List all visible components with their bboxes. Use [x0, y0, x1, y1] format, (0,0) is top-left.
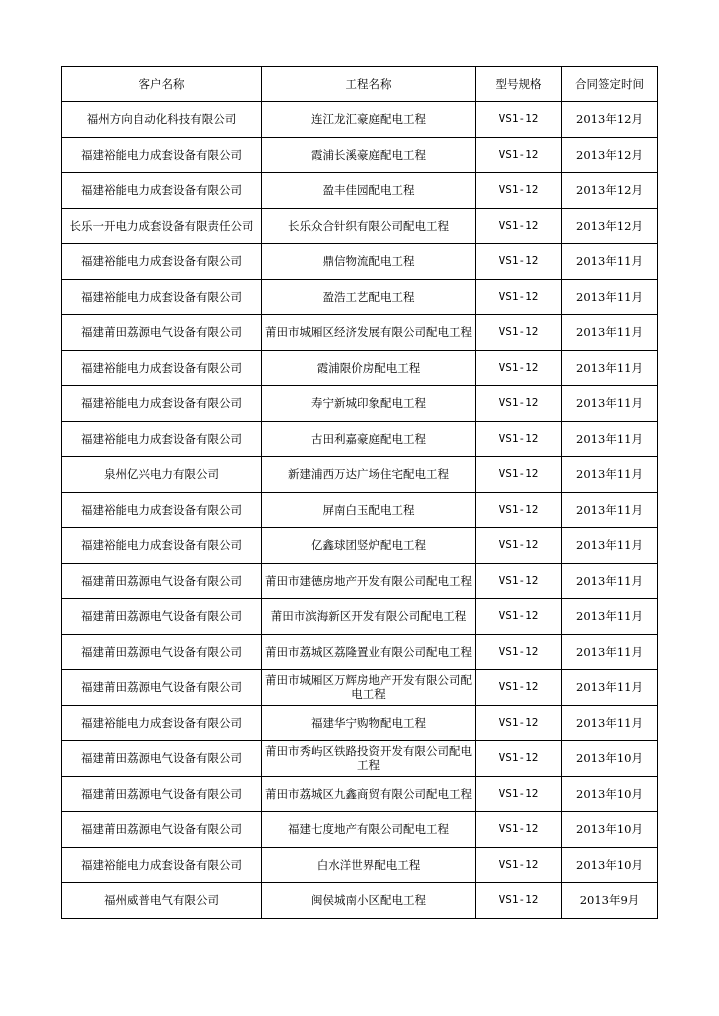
- table-row: [62, 173, 658, 209]
- contract-sheet: [61, 66, 658, 919]
- project-cell: 新建浦西万达广场住宅配电工程: [262, 457, 476, 493]
- customer-cell: 福建裕能电力成套设备有限公司: [62, 137, 262, 173]
- date-cell: 2013年10月: [562, 847, 658, 883]
- table-row: [62, 528, 658, 564]
- date-cell: 2013年12月: [562, 137, 658, 173]
- customer-cell: 福建裕能电力成套设备有限公司: [62, 244, 262, 280]
- project-cell: 莆田市城厢区经济发展有限公司配电工程: [262, 315, 476, 351]
- customer-cell: 福建莆田荔源电气设备有限公司: [62, 741, 262, 777]
- date-cell: 2013年11月: [562, 670, 658, 706]
- header-row: [62, 67, 658, 102]
- project-cell: 福建七度地产有限公司配电工程: [262, 812, 476, 848]
- date-cell: 2013年10月: [562, 812, 658, 848]
- project-cell: 古田利嘉豪庭配电工程: [262, 421, 476, 457]
- date-cell: 2013年11月: [562, 350, 658, 386]
- date-cell: 2013年10月: [562, 741, 658, 777]
- model-cell: VS1-12: [476, 599, 562, 635]
- date-cell: 2013年11月: [562, 315, 658, 351]
- date-cell: 2013年11月: [562, 279, 658, 315]
- table-row: [62, 705, 658, 741]
- header-customer: 客户名称: [62, 67, 262, 102]
- project-cell: 莆田市滨海新区开发有限公司配电工程: [262, 599, 476, 635]
- project-cell: 福建华宁购物配电工程: [262, 705, 476, 741]
- date-cell: 2013年12月: [562, 102, 658, 138]
- date-cell: 2013年11月: [562, 599, 658, 635]
- date-cell: 2013年12月: [562, 173, 658, 209]
- date-cell: 2013年9月: [562, 883, 658, 919]
- date-cell: 2013年11月: [562, 705, 658, 741]
- customer-cell: 福建莆田荔源电气设备有限公司: [62, 776, 262, 812]
- table-row: [62, 634, 658, 670]
- project-cell: 霞浦长溪豪庭配电工程: [262, 137, 476, 173]
- table-row: [62, 421, 658, 457]
- model-cell: VS1-12: [476, 244, 562, 280]
- table-row: [62, 279, 658, 315]
- model-cell: VS1-12: [476, 457, 562, 493]
- date-cell: 2013年11月: [562, 457, 658, 493]
- date-cell: 2013年11月: [562, 492, 658, 528]
- project-cell: 盈丰佳园配电工程: [262, 173, 476, 209]
- header-model: 型号规格: [476, 67, 562, 102]
- customer-cell: 福建裕能电力成套设备有限公司: [62, 279, 262, 315]
- customer-cell: 福建裕能电力成套设备有限公司: [62, 421, 262, 457]
- table-row: [62, 102, 658, 138]
- table-row: [62, 244, 658, 280]
- project-cell: 盈浩工艺配电工程: [262, 279, 476, 315]
- customer-cell: 长乐一开电力成套设备有限责任公司: [62, 208, 262, 244]
- model-cell: VS1-12: [476, 350, 562, 386]
- table-row: [62, 386, 658, 422]
- customer-cell: 福建裕能电力成套设备有限公司: [62, 705, 262, 741]
- model-cell: VS1-12: [476, 812, 562, 848]
- project-cell: 屏南白玉配电工程: [262, 492, 476, 528]
- customer-cell: 福建莆田荔源电气设备有限公司: [62, 315, 262, 351]
- model-cell: VS1-12: [476, 847, 562, 883]
- table-row: [62, 847, 658, 883]
- project-cell: 莆田市秀屿区铁路投资开发有限公司配电工程: [262, 741, 476, 777]
- model-cell: VS1-12: [476, 776, 562, 812]
- customer-cell: 福建裕能电力成套设备有限公司: [62, 386, 262, 422]
- table-row: [62, 812, 658, 848]
- table-header: [62, 67, 658, 102]
- model-cell: VS1-12: [476, 279, 562, 315]
- customer-cell: 福建莆田荔源电气设备有限公司: [62, 599, 262, 635]
- project-cell: 寿宁新城印象配电工程: [262, 386, 476, 422]
- project-cell: 白水洋世界配电工程: [262, 847, 476, 883]
- date-cell: 2013年12月: [562, 208, 658, 244]
- customer-cell: 福建裕能电力成套设备有限公司: [62, 350, 262, 386]
- header-date: 合同签定时间: [562, 67, 658, 102]
- date-cell: 2013年10月: [562, 776, 658, 812]
- project-cell: 霞浦限价房配电工程: [262, 350, 476, 386]
- table-body: [62, 102, 658, 919]
- model-cell: VS1-12: [476, 670, 562, 706]
- project-cell: 莆田市城厢区万辉房地产开发有限公司配电工程: [262, 670, 476, 706]
- project-cell: 莆田市荔城区荔隆置业有限公司配电工程: [262, 634, 476, 670]
- customer-cell: 福建裕能电力成套设备有限公司: [62, 528, 262, 564]
- customer-cell: 泉州亿兴电力有限公司: [62, 457, 262, 493]
- table-row: [62, 315, 658, 351]
- project-cell: 莆田市建德房地产开发有限公司配电工程: [262, 563, 476, 599]
- customer-cell: 福建莆田荔源电气设备有限公司: [62, 812, 262, 848]
- table-row: [62, 350, 658, 386]
- customer-cell: 福建莆田荔源电气设备有限公司: [62, 670, 262, 706]
- model-cell: VS1-12: [476, 528, 562, 564]
- date-cell: 2013年11月: [562, 386, 658, 422]
- table-row: [62, 137, 658, 173]
- date-cell: 2013年11月: [562, 634, 658, 670]
- date-cell: 2013年11月: [562, 421, 658, 457]
- project-cell: 鼎信物流配电工程: [262, 244, 476, 280]
- customer-cell: 福建裕能电力成套设备有限公司: [62, 173, 262, 209]
- customer-cell: 福建裕能电力成套设备有限公司: [62, 847, 262, 883]
- project-cell: 连江龙汇豪庭配电工程: [262, 102, 476, 138]
- model-cell: VS1-12: [476, 102, 562, 138]
- project-cell: 亿鑫球团竖炉配电工程: [262, 528, 476, 564]
- customer-cell: 福州方向自动化科技有限公司: [62, 102, 262, 138]
- model-cell: VS1-12: [476, 741, 562, 777]
- table-row: [62, 457, 658, 493]
- customer-cell: 福建莆田荔源电气设备有限公司: [62, 563, 262, 599]
- date-cell: 2013年11月: [562, 563, 658, 599]
- model-cell: VS1-12: [476, 386, 562, 422]
- table-row: [62, 208, 658, 244]
- model-cell: VS1-12: [476, 173, 562, 209]
- model-cell: VS1-12: [476, 634, 562, 670]
- contract-table: [61, 66, 658, 919]
- table-row: [62, 492, 658, 528]
- project-cell: 闽侯城南小区配电工程: [262, 883, 476, 919]
- header-project: 工程名称: [262, 67, 476, 102]
- model-cell: VS1-12: [476, 705, 562, 741]
- model-cell: VS1-12: [476, 563, 562, 599]
- model-cell: VS1-12: [476, 208, 562, 244]
- table-row: [62, 741, 658, 777]
- table-row: [62, 599, 658, 635]
- project-cell: 莆田市荔城区九鑫商贸有限公司配电工程: [262, 776, 476, 812]
- table-row: [62, 563, 658, 599]
- table-row: [62, 883, 658, 919]
- date-cell: 2013年11月: [562, 528, 658, 564]
- model-cell: VS1-12: [476, 315, 562, 351]
- model-cell: VS1-12: [476, 492, 562, 528]
- model-cell: VS1-12: [476, 883, 562, 919]
- project-cell: 长乐众合针织有限公司配电工程: [262, 208, 476, 244]
- customer-cell: 福州威普电气有限公司: [62, 883, 262, 919]
- model-cell: VS1-12: [476, 137, 562, 173]
- customer-cell: 福建莆田荔源电气设备有限公司: [62, 634, 262, 670]
- table-row: [62, 776, 658, 812]
- model-cell: VS1-12: [476, 421, 562, 457]
- date-cell: 2013年11月: [562, 244, 658, 280]
- table-row: [62, 670, 658, 706]
- customer-cell: 福建裕能电力成套设备有限公司: [62, 492, 262, 528]
